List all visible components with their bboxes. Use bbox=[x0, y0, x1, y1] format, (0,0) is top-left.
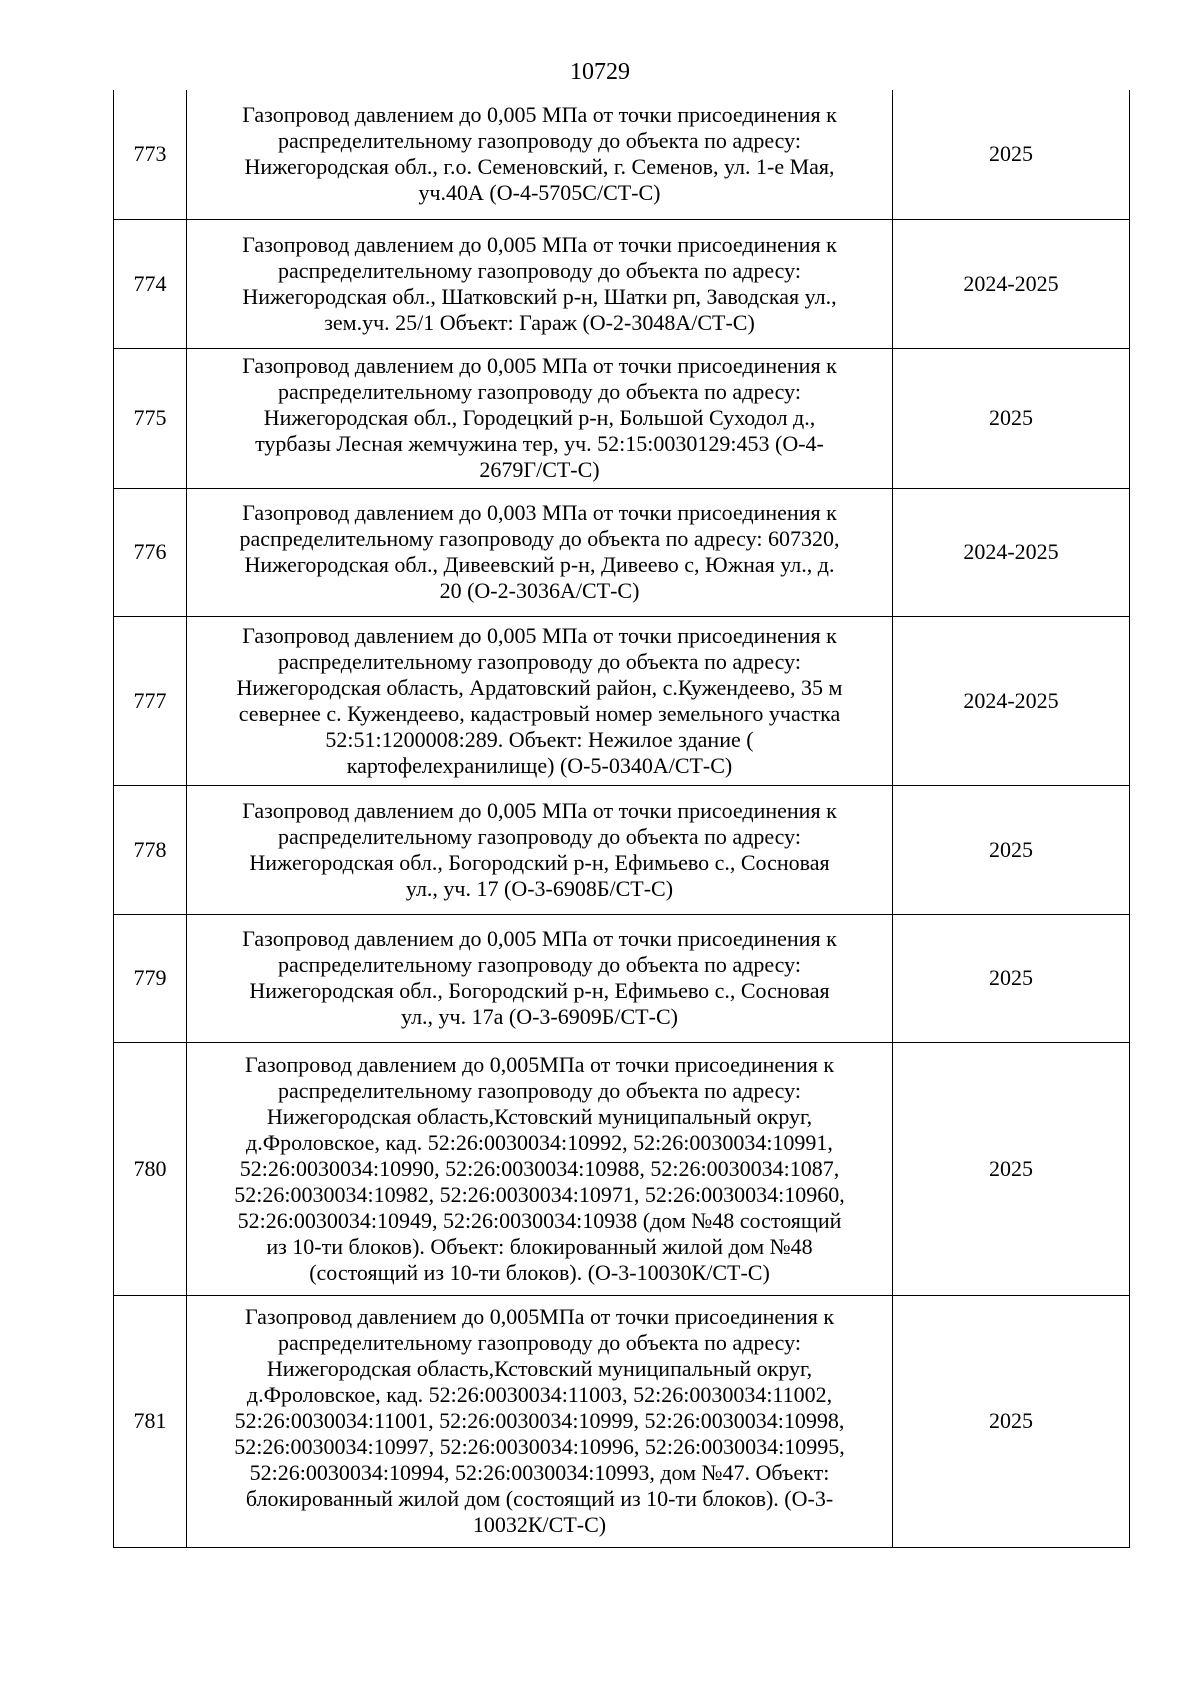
description-line: Газопровод давлением до 0,003 МПа от точки присоединения к bbox=[242, 500, 837, 525]
description-line: Нижегородская область,Кстовский муниципальный округ, bbox=[266, 1356, 813, 1381]
description-line: севернее с. Кужендеево, кадастровый номер земельного участка bbox=[238, 700, 841, 726]
description-line: 20 (О-2-3036А/СТ-С) bbox=[439, 578, 640, 603]
row-number: 775 bbox=[114, 348, 187, 488]
table-row bbox=[114, 616, 1130, 785]
table-row bbox=[114, 1295, 1130, 1547]
description-line: распределительному газопроводу до объекта по адресу: bbox=[278, 648, 801, 674]
description-line: Нижегородская обл., Дивеевский р-н, Дивеево с, Южная ул., д. bbox=[244, 552, 835, 577]
description-line: Нижегородская обл., Богородский р-н, Ефимьево с., Сосновая bbox=[249, 978, 830, 1003]
description-line: ул., уч. 17а (О-3-6909Б/СТ-С) bbox=[401, 1004, 678, 1029]
description-line: д.Фроловское, кад. 52:26:0030034:11003, 52:26:0030034:11002, bbox=[246, 1382, 833, 1407]
description-line: Газопровод давлением до 0,005МПа от точки присоединения к bbox=[244, 1304, 835, 1329]
row-number: 777 bbox=[114, 616, 187, 785]
description-line: распределительному газопроводу до объекта по адресу: bbox=[278, 952, 801, 977]
description-line: ул., уч. 17 (О-3-6908Б/СТ-С) bbox=[405, 875, 674, 901]
description-line: распределительному газопроводу до объекта по адресу: bbox=[278, 1077, 801, 1103]
row-year: 2024-2025 bbox=[893, 219, 1130, 348]
description-line: блокированный жилой дом (состоящий из 10-ти блоков). (О-3- bbox=[245, 1486, 834, 1511]
description-line: Нижегородская обл., Богородский р-н, Ефимьево с., Сосновая bbox=[249, 849, 830, 875]
row-year: 2025 bbox=[893, 785, 1130, 914]
row-description bbox=[187, 1295, 893, 1547]
description-line: 52:26:0030034:10994, 52:26:0030034:10993, дом №47. Объект: bbox=[249, 1460, 830, 1485]
description-line: 52:26:0030034:10982, 52:26:0030034:10971, 52:26:0030034:10960, bbox=[234, 1181, 845, 1207]
description-line: 52:26:0030034:10990, 52:26:0030034:10988, 52:26:0030034:1087, bbox=[239, 1155, 840, 1181]
description-line: 2679Г/СТ-С) bbox=[479, 457, 600, 482]
description-line: распределительному газопроводу до объекта по адресу: bbox=[278, 1330, 801, 1355]
row-description bbox=[187, 785, 893, 914]
description-line: Газопровод давлением до 0,005МПа от точки присоединения к bbox=[244, 1051, 835, 1077]
description-line: распределительному газопроводу до объекта по адресу: bbox=[278, 128, 801, 154]
description-line: Газопровод давлением до 0,005 МПа от точки присоединения к bbox=[242, 353, 837, 378]
row-year: 2025 bbox=[893, 348, 1130, 488]
description-line: 52:26:0030034:10949, 52:26:0030034:10938 (дом №48 состоящий bbox=[237, 1207, 842, 1233]
description-line: зем.уч. 25/1 Объект: Гараж (О-2-3048А/СТ-С) bbox=[324, 309, 755, 335]
row-description bbox=[187, 348, 893, 488]
row-number: 780 bbox=[114, 1042, 187, 1295]
description-line: 52:26:0030034:10997, 52:26:0030034:10996, 52:26:0030034:10995, bbox=[234, 1434, 845, 1459]
row-description bbox=[187, 90, 893, 219]
description-line: (состоящий из 10-ти блоков). (О-3-10030К/СТ-С) bbox=[309, 1259, 770, 1285]
table-row bbox=[114, 488, 1130, 616]
row-year: 2024-2025 bbox=[893, 616, 1130, 785]
row-description bbox=[187, 219, 893, 348]
row-number: 776 bbox=[114, 488, 187, 616]
table-row bbox=[114, 90, 1130, 219]
row-year: 2025 bbox=[893, 1295, 1130, 1547]
table-row bbox=[114, 1042, 1130, 1295]
description-line: распределительному газопроводу до объекта по адресу: bbox=[278, 257, 801, 283]
objects-table bbox=[113, 90, 1130, 1548]
description-line: Газопровод давлением до 0,005 МПа от точки присоединения к bbox=[242, 622, 837, 648]
description-line: Нижегородская обл., Шатковский р-н, Шатки рп, Заводская ул., bbox=[242, 283, 837, 309]
description-line: турбазы Лесная жемчужина тер, уч. 52:15:0030129:453 (О-4- bbox=[255, 431, 824, 456]
description-line: картофелехранилище) (О-5-0340А/СТ-С) bbox=[346, 752, 733, 778]
description-line: 52:26:0030034:11001, 52:26:0030034:10999, 52:26:0030034:10998, bbox=[234, 1408, 845, 1433]
description-line: Газопровод давлением до 0,005 МПа от точки присоединения к bbox=[242, 102, 837, 128]
row-description bbox=[187, 914, 893, 1042]
table-row bbox=[114, 914, 1130, 1042]
row-number: 774 bbox=[114, 219, 187, 348]
page-number: 10729 bbox=[570, 59, 630, 85]
description-line: уч.40А (О-4-5705С/СТ-С) bbox=[418, 180, 661, 206]
row-number: 778 bbox=[114, 785, 187, 914]
description-line: Нижегородская обл., Городецкий р-н, Большой Суходол д., bbox=[263, 405, 816, 430]
description-line: распределительному газопроводу до объекта по адресу: 607320, bbox=[239, 526, 840, 551]
row-number: 781 bbox=[114, 1295, 187, 1547]
description-line: распределительному газопроводу до объекта по адресу: bbox=[278, 823, 801, 849]
description-line: распределительному газопроводу до объекта по адресу: bbox=[278, 379, 801, 404]
row-year: 2024-2025 bbox=[893, 488, 1130, 616]
table-row bbox=[114, 219, 1130, 348]
description-line: Газопровод давлением до 0,005 МПа от точки присоединения к bbox=[242, 926, 837, 951]
row-description bbox=[187, 1042, 893, 1295]
row-description bbox=[187, 488, 893, 616]
row-number: 773 bbox=[114, 90, 187, 219]
row-year: 2025 bbox=[893, 90, 1130, 219]
description-line: из 10-ти блоков). Объект: блокированный жилой дом №48 bbox=[266, 1233, 813, 1259]
description-line: Нижегородская область, Ардатовский район, с.Кужендеево, 35 м bbox=[236, 674, 843, 700]
row-description bbox=[187, 616, 893, 785]
row-year: 2025 bbox=[893, 914, 1130, 1042]
description-line: Газопровод давлением до 0,005 МПа от точки присоединения к bbox=[242, 231, 837, 257]
description-line: Нижегородская обл., г.о. Семеновский, г. Семенов, ул. 1-е Мая, bbox=[244, 154, 835, 180]
description-line: Газопровод давлением до 0,005 МПа от точки присоединения к bbox=[242, 797, 837, 823]
table-row bbox=[114, 348, 1130, 488]
description-line: 52:51:1200008:289. Объект: Нежилое здание ( bbox=[325, 726, 754, 752]
description-line: д.Фроловское, кад. 52:26:0030034:10992, 52:26:0030034:10991, bbox=[246, 1129, 833, 1155]
row-number: 779 bbox=[114, 914, 187, 1042]
description-line: 10032К/СТ-С) bbox=[472, 1512, 607, 1537]
table-row bbox=[114, 785, 1130, 914]
description-line: Нижегородская область,Кстовский муниципальный округ, bbox=[266, 1103, 813, 1129]
row-year: 2025 bbox=[893, 1042, 1130, 1295]
